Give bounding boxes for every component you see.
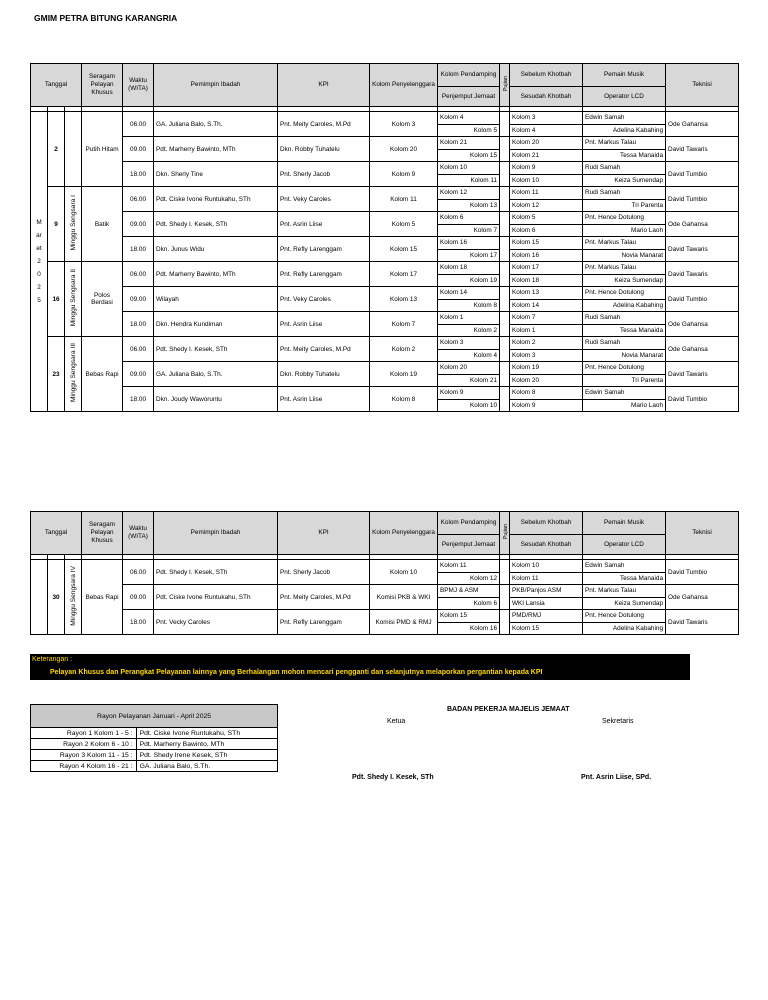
sesudah-khotbah-cell: Kolom 4 (510, 124, 583, 137)
teknisi-cell: David Tawaris (666, 137, 739, 162)
col-pendamping: Kolom Pendamping (438, 64, 500, 87)
sesudah-khotbah-cell: Kolom 3 (510, 349, 583, 362)
teknisi-cell: Ode Gahansa (666, 112, 739, 137)
penjemput-cell: Kolom 21 (438, 374, 500, 387)
operator-lcd-cell: Novia Manarat (583, 249, 666, 262)
time-cell: 09.00 (123, 287, 154, 312)
col-tanggal: Tanggal (31, 64, 82, 107)
table-row (31, 137, 739, 150)
pemimpin-cell: Pdt. Shedy I. Kesek, STh (154, 212, 278, 237)
pendamping-cell: Kolom 4 (438, 112, 500, 125)
sebelum-khotbah-cell: PMD/RMJ (510, 610, 583, 623)
rayon-key: Rayon 3 Kolom 11 - 15 : (31, 750, 137, 761)
pemain-musik-cell: Pnt. Markus Talau (583, 137, 666, 150)
col-penyelenggara: Kolom Penyelenggara (370, 64, 438, 107)
pendamping-cell: Kolom 12 (438, 187, 500, 200)
seragam-cell: Bebas Rapi (82, 337, 123, 412)
pendamping-cell: BPMJ & ASM (438, 585, 500, 598)
penjemput-cell: Kolom 2 (438, 324, 500, 337)
teknisi-cell: David Tawaris (666, 362, 739, 387)
penjemput-cell: Kolom 11 (438, 174, 500, 187)
kpi-cell: Pnt. Refly Larenggam (278, 237, 370, 262)
pujian-cell (500, 337, 510, 362)
col-penjemput: Penjemput Jemaat (438, 535, 500, 555)
pendamping-cell: Kolom 6 (438, 212, 500, 225)
month-cell (31, 112, 48, 412)
col-lcd: Operator LCD (583, 535, 666, 555)
sebelum-khotbah-cell: Kolom 11 (510, 187, 583, 200)
operator-lcd-cell: Adelina Kabahing (583, 622, 666, 635)
date-cell: 2 (48, 112, 65, 187)
sesudah-khotbah-cell: Kolom 21 (510, 149, 583, 162)
seragam-cell: Batik (82, 187, 123, 262)
week-label (65, 112, 82, 187)
pujian-cell (500, 187, 510, 212)
schedule-table-end-march (30, 511, 739, 635)
time-cell: 06.00 (123, 187, 154, 212)
operator-lcd-cell: Keiza Sumendap (583, 597, 666, 610)
sesudah-khotbah-cell: Kolom 1 (510, 324, 583, 337)
pendamping-cell: Kolom 3 (438, 337, 500, 350)
week-label-text: Minggu Sengsara II (69, 269, 77, 327)
teknisi-cell: David Tawaris (666, 237, 739, 262)
sesudah-khotbah-cell: Kolom 11 (510, 572, 583, 585)
teknisi-cell: David Tumbio (666, 187, 739, 212)
kpi-cell: Dkn. Robby Tuhatelu (278, 137, 370, 162)
month-label: Maret 2025 (36, 219, 42, 304)
col-penyelenggara: Kolom Penyelenggara (370, 512, 438, 555)
col-tanggal: Tanggal (31, 512, 82, 555)
operator-lcd-cell: Keiza Sumendap (583, 274, 666, 287)
operator-lcd-cell: Mario Laoh (583, 399, 666, 412)
sebelum-khotbah-cell: Kolom 20 (510, 137, 583, 150)
pujian-cell (500, 262, 510, 287)
sebelum-khotbah-cell: Kolom 19 (510, 362, 583, 375)
time-cell: 18.00 (123, 237, 154, 262)
teknisi-cell: David Tawaris (666, 610, 739, 635)
col-kpi: KPI (278, 64, 370, 107)
operator-lcd-cell: Tessa Manaida (583, 324, 666, 337)
sebelum-khotbah-cell: Kolom 7 (510, 312, 583, 325)
date-cell: 9 (48, 187, 65, 262)
penjemput-cell: Kolom 19 (438, 274, 500, 287)
time-cell: 09.00 (123, 585, 154, 610)
pemain-musik-cell: Rudi Samah (583, 312, 666, 325)
pemimpin-cell: Pdt. Marherry Bawinto, MTh (154, 137, 278, 162)
col-penjemput: Penjemput Jemaat (438, 87, 500, 107)
badan-title: BADAN PEKERJA MAJELIS JEMAAT (447, 706, 570, 713)
penyelenggara-cell: Kolom 15 (370, 237, 438, 262)
kpi-cell: Pnt. Refly Larenggam (278, 610, 370, 635)
pemain-musik-cell: Pnt. Hence Dotulong (583, 212, 666, 225)
operator-lcd-cell: Tri Parenta (583, 374, 666, 387)
pujian-cell (500, 237, 510, 262)
kpi-cell: Pnt. Meity Caroles, M.Pd (278, 585, 370, 610)
penjemput-cell: Kolom 15 (438, 149, 500, 162)
kpi-cell: Pnt. Asrin Liise (278, 387, 370, 412)
rayon-table (30, 704, 278, 772)
notes-heading: Keterangan : (32, 656, 73, 663)
date-cell: 16 (48, 262, 65, 337)
pemain-musik-cell: Pnt. Markus Talau (583, 262, 666, 275)
rayon-title: Rayon Pelayanan Januari - April 2025 (31, 705, 278, 728)
kpi-cell: Pnt. Veky Caroles (278, 187, 370, 212)
teknisi-cell: Ode Gahansa (666, 312, 739, 337)
col-pemimpin: Pemimpin Ibadah (154, 64, 278, 107)
sesudah-khotbah-cell: Kolom 12 (510, 199, 583, 212)
pemain-musik-cell: Pnt. Hence Dotulong (583, 362, 666, 375)
teknisi-cell: David Tumbio (666, 387, 739, 412)
table-row (31, 162, 739, 175)
pemain-musik-cell: Rudi Samah (583, 187, 666, 200)
sesudah-khotbah-cell: Kolom 15 (510, 622, 583, 635)
penyelenggara-cell: Kolom 9 (370, 162, 438, 187)
col-pemimpin: Pemimpin Ibadah (154, 512, 278, 555)
operator-lcd-cell: Novia Manarat (583, 349, 666, 362)
time-cell: 09.00 (123, 137, 154, 162)
penyelenggara-cell: Kolom 3 (370, 112, 438, 137)
penyelenggara-cell: Kolom 20 (370, 137, 438, 162)
pemain-musik-cell: Pnt. Hence Dotulong (583, 287, 666, 300)
penyelenggara-cell: Kolom 19 (370, 362, 438, 387)
table-row (31, 287, 739, 300)
penjemput-cell: Kolom 16 (438, 622, 500, 635)
seragam-cell: Bebas Rapi (82, 560, 123, 635)
teknisi-cell: Ode Gahansa (666, 585, 739, 610)
penyelenggara-cell: Komisi PKB & WKI (370, 585, 438, 610)
sebelum-khotbah-cell: Kolom 13 (510, 287, 583, 300)
time-cell: 09.00 (123, 362, 154, 387)
notes-box (30, 654, 690, 680)
time-cell: 06.00 (123, 262, 154, 287)
sesudah-khotbah-cell: Kolom 9 (510, 399, 583, 412)
col-pujian: Pujian (500, 512, 510, 555)
pemain-musik-cell: Edwin Samah (583, 387, 666, 400)
pendamping-cell: Kolom 1 (438, 312, 500, 325)
operator-lcd-cell: Mario Laoh (583, 224, 666, 237)
operator-lcd-cell: Tessa Manaida (583, 149, 666, 162)
pemain-musik-cell: Rudi Samah (583, 162, 666, 175)
ketua-label: Ketua (387, 718, 406, 725)
rayon-row (31, 739, 278, 750)
penjemput-cell: Kolom 5 (438, 124, 500, 137)
sebelum-khotbah-cell: Kolom 17 (510, 262, 583, 275)
kpi-cell: Pnt. Sherly Jacob (278, 162, 370, 187)
table-row (31, 585, 739, 598)
penjemput-cell: Kolom 4 (438, 349, 500, 362)
time-cell: 06.00 (123, 112, 154, 137)
seragam-cell: Putih Hitam (82, 112, 123, 187)
penyelenggara-cell: Kolom 7 (370, 312, 438, 337)
time-cell: 18.00 (123, 610, 154, 635)
teknisi-cell: David Tumbio (666, 162, 739, 187)
col-teknisi: Teknisi (666, 512, 739, 555)
col-pendamping: Kolom Pendamping (438, 512, 500, 535)
sebelum-khotbah-cell: Kolom 10 (510, 560, 583, 573)
penyelenggara-cell: Kolom 10 (370, 560, 438, 585)
sesudah-khotbah-cell: Kolom 10 (510, 174, 583, 187)
table-row (31, 212, 739, 225)
penjemput-cell: Kolom 10 (438, 399, 500, 412)
schedule-table-march (30, 63, 739, 412)
table-row (31, 337, 739, 350)
seragam-cell: Polos Berdasi (82, 262, 123, 337)
sesudah-khotbah-cell: WKI Lansia (510, 597, 583, 610)
pujian-cell (500, 610, 510, 635)
pemimpin-cell: Wilayah (154, 287, 278, 312)
penjemput-cell: Kolom 12 (438, 572, 500, 585)
pujian-cell (500, 585, 510, 610)
teknisi-cell: David Tumbio (666, 560, 739, 585)
table-row (31, 262, 739, 275)
pemimpin-cell: Dkn. Junus Widu (154, 237, 278, 262)
pujian-cell (500, 312, 510, 337)
pujian-cell (500, 287, 510, 312)
sesudah-khotbah-cell: Kolom 14 (510, 299, 583, 312)
month-cell (31, 560, 48, 635)
time-cell: 18.00 (123, 387, 154, 412)
rayon-row (31, 761, 278, 772)
col-musik: Pemain Musik (583, 512, 666, 535)
sebelum-khotbah-cell: Kolom 3 (510, 112, 583, 125)
penjemput-cell: Kolom 17 (438, 249, 500, 262)
table-row (31, 362, 739, 375)
rayon-row (31, 750, 278, 761)
penyelenggara-cell: Kolom 2 (370, 337, 438, 362)
pendamping-cell: Kolom 21 (438, 137, 500, 150)
pemimpin-cell: Pdt. Marherry Bawinto, MTh (154, 262, 278, 287)
penyelenggara-cell: Komisi PMD & RMJ (370, 610, 438, 635)
ketua-name: Pdt. Shedy I. Kesek, STh (352, 774, 434, 781)
teknisi-cell: David Tumbio (666, 287, 739, 312)
pemimpin-cell: GA. Juliana Balo, S.Th. (154, 362, 278, 387)
week-label (65, 187, 82, 262)
pendamping-cell: Kolom 10 (438, 162, 500, 175)
rayon-key: Rayon 2 Kolom 6 - 10 : (31, 739, 137, 750)
pemimpin-cell: GA. Juliana Balo, S.Th. (154, 112, 278, 137)
sesudah-khotbah-cell: Kolom 6 (510, 224, 583, 237)
sesudah-khotbah-cell: Kolom 16 (510, 249, 583, 262)
pemimpin-cell: Pdt. Shedy I. Kesek, STh (154, 337, 278, 362)
kpi-cell: Pnt. Meity Caroles, M.Pd (278, 337, 370, 362)
pemain-musik-cell: Pnt. Hence Dotulong (583, 610, 666, 623)
pemimpin-cell: Dkn. Hendra Kundiman (154, 312, 278, 337)
date-cell: 30 (48, 560, 65, 635)
operator-lcd-cell: Tri Parenta (583, 199, 666, 212)
pendamping-cell: Kolom 18 (438, 262, 500, 275)
penyelenggara-cell: Kolom 5 (370, 212, 438, 237)
col-sesudah: Sesudah Khotbah (510, 87, 583, 107)
penjemput-cell: Kolom 7 (438, 224, 500, 237)
pujian-cell (500, 362, 510, 387)
week-label-text: Minggu Sengsara I (69, 195, 77, 251)
pendamping-cell: Kolom 15 (438, 610, 500, 623)
operator-lcd-cell: Keiza Sumendap (583, 174, 666, 187)
rayon-value: GA. Juliana Balo, S.Th. (136, 761, 277, 772)
sesudah-khotbah-cell: Kolom 18 (510, 274, 583, 287)
col-pujian: Pujian (500, 64, 510, 107)
pemimpin-cell: Pdt. Ciske Ivone Runtukahu, STh (154, 585, 278, 610)
rayon-key: Rayon 4 Kolom 16 - 21 : (31, 761, 137, 772)
rayon-value: Pdt. Shedy Irene Kesek, STh (136, 750, 277, 761)
date-cell: 23 (48, 337, 65, 412)
sebelum-khotbah-cell: Kolom 2 (510, 337, 583, 350)
notes-text: Pelayan Khusus dan Perangkat Pelayanan lainnya yang Berhalangan mohon mencari pengganti dan selanjutnya melaporkan pergantian kepada KPI (50, 669, 543, 676)
kpi-cell: Pnt. Veky Caroles (278, 287, 370, 312)
pemain-musik-cell: Pnt. Markus Talau (583, 585, 666, 598)
col-teknisi: Teknisi (666, 64, 739, 107)
col-seragam: Seragam Pelayan Khusus (82, 512, 123, 555)
penjemput-cell: Kolom 8 (438, 299, 500, 312)
table-row (31, 237, 739, 250)
col-kpi: KPI (278, 512, 370, 555)
rayon-row (31, 728, 278, 739)
pemimpin-cell: Pnt. Vecky Caroles (154, 610, 278, 635)
col-seragam: Seragam Pelayan Khusus (82, 64, 123, 107)
kpi-cell: Pnt. Asrin Liise (278, 212, 370, 237)
pujian-cell (500, 112, 510, 137)
col-musik: Pemain Musik (583, 64, 666, 87)
time-cell: 09.00 (123, 212, 154, 237)
pemain-musik-cell: Rudi Samah (583, 337, 666, 350)
pujian-cell (500, 387, 510, 412)
week-label (65, 560, 82, 635)
sesudah-khotbah-cell: Kolom 20 (510, 374, 583, 387)
pemimpin-cell: Dkn. Joudy Waworuntu (154, 387, 278, 412)
col-sesudah: Sesudah Khotbah (510, 535, 583, 555)
pendamping-cell: Kolom 9 (438, 387, 500, 400)
table-row (31, 312, 739, 325)
table-row (31, 610, 739, 623)
rayon-key: Rayon 1 Kolom 1 - 5 : (31, 728, 137, 739)
pemain-musik-cell: Pnt. Markus Talau (583, 237, 666, 250)
operator-lcd-cell: Adelina Kabahing (583, 124, 666, 137)
page-title: GMIM PETRA BITUNG KARANGRIA (34, 13, 178, 23)
pendamping-cell: Kolom 11 (438, 560, 500, 573)
kpi-cell: Dkn. Robby Tuhatelu (278, 362, 370, 387)
sebelum-khotbah-cell: Kolom 15 (510, 237, 583, 250)
col-waktu: Waktu (WITA) (123, 512, 154, 555)
pujian-cell (500, 162, 510, 187)
time-cell: 18.00 (123, 162, 154, 187)
kpi-cell: Pnt. Sherly Jacob (278, 560, 370, 585)
week-label (65, 337, 82, 412)
pemimpin-cell: Pdt. Shedy I. Kesek, STh (154, 560, 278, 585)
kpi-cell: Pnt. Asrin Liise (278, 312, 370, 337)
sebelum-khotbah-cell: Kolom 9 (510, 162, 583, 175)
pujian-cell (500, 212, 510, 237)
time-cell: 06.00 (123, 560, 154, 585)
table-row (31, 560, 739, 573)
pemain-musik-cell: Edwin Samah (583, 560, 666, 573)
teknisi-cell: Ode Gahansa (666, 337, 739, 362)
penyelenggara-cell: Kolom 8 (370, 387, 438, 412)
col-lcd: Operator LCD (583, 87, 666, 107)
penyelenggara-cell: Kolom 13 (370, 287, 438, 312)
col-sebelum: Sebelum Khotbah (510, 64, 583, 87)
teknisi-cell: Ode Gahansa (666, 212, 739, 237)
operator-lcd-cell: Adelina Kabahing (583, 299, 666, 312)
kpi-cell: Pnt. Meity Caroles, M.Pd (278, 112, 370, 137)
week-label-text: Minggu Sengsara IV (69, 566, 77, 626)
week-label (65, 262, 82, 337)
sebelum-khotbah-cell: Kolom 8 (510, 387, 583, 400)
penjemput-cell: Kolom 13 (438, 199, 500, 212)
rayon-value: Pdt. Marherry Bawinto, MTh (136, 739, 277, 750)
table-row (31, 387, 739, 400)
pemimpin-cell: Pdt. Ciske Ivone Runtukahu, STh (154, 187, 278, 212)
time-cell: 18.00 (123, 312, 154, 337)
week-label-text: Minggu Sengsara III (69, 343, 77, 403)
sekretaris-name: Pnt. Asrin Liise, SPd. (581, 774, 652, 781)
table-row (31, 187, 739, 200)
sebelum-khotbah-cell: Kolom 5 (510, 212, 583, 225)
col-waktu: Waktu (WITA) (123, 64, 154, 107)
pemain-musik-cell: Edwin Samah (583, 112, 666, 125)
pujian-cell (500, 560, 510, 585)
rayon-value: Pdt. Ciske Ivone Runtukahu, STh (136, 728, 277, 739)
col-sebelum: Sebelum Khotbah (510, 512, 583, 535)
kpi-cell: Pnt. Refly Larenggam (278, 262, 370, 287)
pendamping-cell: Kolom 20 (438, 362, 500, 375)
table-row (31, 112, 739, 125)
penjemput-cell: Kolom 6 (438, 597, 500, 610)
pendamping-cell: Kolom 14 (438, 287, 500, 300)
pujian-cell (500, 137, 510, 162)
teknisi-cell: David Tawaris (666, 262, 739, 287)
penyelenggara-cell: Kolom 17 (370, 262, 438, 287)
sekretaris-label: Sekretaris (602, 718, 634, 725)
sebelum-khotbah-cell: PKB/Panjos ASM (510, 585, 583, 598)
pendamping-cell: Kolom 16 (438, 237, 500, 250)
penyelenggara-cell: Kolom 11 (370, 187, 438, 212)
pemimpin-cell: Dkn. Sherly Tine (154, 162, 278, 187)
time-cell: 06.00 (123, 337, 154, 362)
operator-lcd-cell: Tessa Manaida (583, 572, 666, 585)
